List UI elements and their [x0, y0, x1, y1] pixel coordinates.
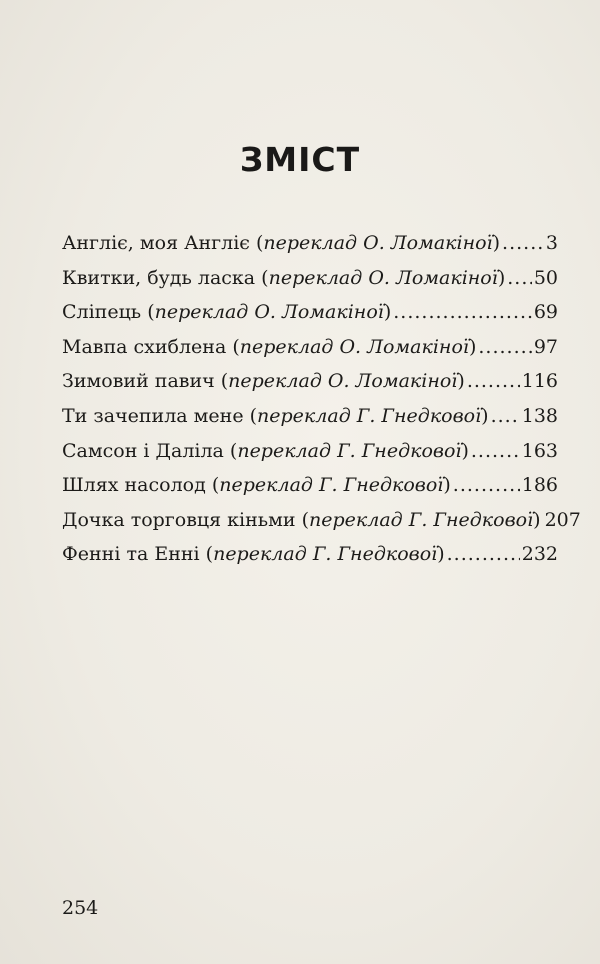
toc-page-number: 138 [521, 404, 558, 427]
dot-leader [507, 261, 532, 296]
dot-leader [471, 434, 520, 469]
toc-entry [62, 330, 558, 365]
toc-entry-title: Сліпець (переклад О. Ломакіної) [62, 301, 392, 324]
contents-heading: ЗМІСТ [239, 140, 361, 179]
translator-credit: переклад О. Ломакіної [239, 335, 469, 358]
story-title: Сліпець [62, 301, 142, 324]
translator-credit: переклад О. Ломакіної [268, 266, 498, 289]
story-title: Квитки, будь ласка [62, 266, 256, 289]
dot-leader [467, 364, 520, 399]
toc-entry [62, 364, 558, 399]
toc-entry-title: Фенні та Енні (переклад Г. Гнедкової) [62, 543, 445, 566]
toc-entry-title: Дочка торговця кіньми (переклад Г. Гнедкової) [62, 508, 541, 531]
translator-credit: переклад О. Ломакіної [154, 301, 384, 324]
dot-leader [502, 226, 544, 261]
toc-entry [62, 434, 558, 469]
toc-page-number: 97 [533, 335, 558, 358]
toc-entry-title: Ти зачепила мене (переклад Г. Гнедкової) [62, 404, 489, 427]
toc-entry-title: Англіє, моя Англіє (переклад О. Ломакіної) [62, 232, 501, 254]
toc-entry-title: Зимовий павич (переклад О. Ломакіної) [62, 370, 465, 393]
story-title: Англіє, моя Англіє [62, 232, 250, 254]
dot-leader [393, 295, 532, 330]
dot-leader [478, 330, 531, 365]
toc-entry [62, 503, 581, 538]
toc-entry-title: Квитки, будь ласка (переклад О. Ломакіної) [62, 266, 506, 289]
story-title: Фенні та Енні [62, 543, 200, 566]
toc-entry [62, 261, 558, 296]
story-title: Шлях насолод [62, 474, 206, 497]
page-number: 254 [62, 897, 99, 919]
translator-credit: переклад О. Ломакіної [228, 370, 458, 393]
toc-entry [62, 468, 558, 503]
dot-leader [447, 537, 520, 572]
table-of-contents [62, 226, 581, 572]
toc-entry [62, 399, 558, 434]
story-title: Дочка торговця кіньми [62, 508, 296, 531]
translator-credit: переклад Г. Гнедкової [219, 474, 444, 497]
toc-entry [62, 537, 558, 572]
toc-entry-title: Мавпа схиблена (переклад О. Ломакіної) [62, 335, 477, 358]
toc-entry-title: Шлях насолод (переклад Г. Гнедкової) [62, 474, 451, 497]
translator-credit: переклад Г. Гнедкової [257, 404, 482, 427]
toc-page-number: 50 [533, 266, 558, 289]
toc-entry [62, 295, 558, 330]
dot-leader [453, 468, 520, 503]
story-title: Ти зачепила мене [62, 404, 244, 427]
story-title: Мавпа схиблена [62, 335, 227, 358]
toc-page-number: 207 [544, 508, 581, 531]
translator-credit: переклад Г. Гнедкової [213, 543, 438, 566]
story-title: Зимовий павич [62, 370, 215, 393]
translator-credit: переклад О. Ломакіної [263, 232, 493, 254]
story-title: Самсон і Даліла [62, 439, 224, 462]
dot-leader [491, 399, 520, 434]
toc-entry-title: Самсон і Даліла (переклад Г. Гнедкової) [62, 439, 469, 462]
toc-page-number: 3 [545, 232, 558, 254]
translator-credit: переклад Г. Гнедкової [237, 439, 462, 462]
translator-credit: переклад Г. Гнедкової [309, 508, 534, 531]
toc-page-number: 116 [521, 370, 558, 393]
toc-entry [62, 226, 558, 261]
toc-page-number: 69 [533, 301, 558, 324]
toc-page-number: 232 [521, 543, 558, 566]
toc-page-number: 163 [521, 439, 558, 462]
toc-page-number: 186 [521, 474, 558, 497]
